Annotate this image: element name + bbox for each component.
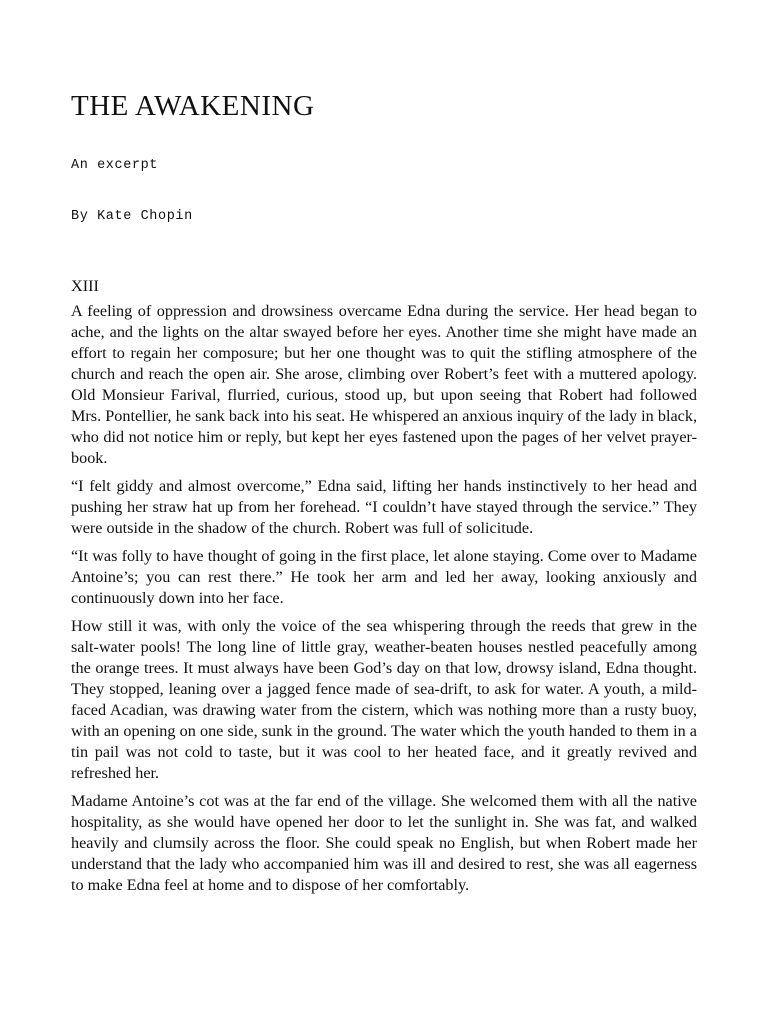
paragraph: Madame Antoine’s cot was at the far end of the village. She welcomed them with all the native hospitality, as she would have opened her door to let the sunlight in. She was fat, and walked heavily and clumsily across the floor. She could speak no English, but when Robert made her understand that the lady who accompanied him was ill and desired to rest, she was all eagerness to make Edna feel at home and to dispose of her comfortably. <box>71 792 697 894</box>
document-subtitle: An excerpt <box>71 158 159 173</box>
chapter-body <box>71 276 697 903</box>
chapter-heading: XIII <box>71 277 99 295</box>
paragraph: “It was folly to have thought of going in the first place, let alone staying. Come over to Madame Antoine’s; you can rest there.” He took her arm and led her away, looking anxiously and continuously down into her face. <box>71 547 697 607</box>
paragraph: A feeling of oppression and drowsiness overcame Edna during the service. Her head began to ache, and the lights on the altar swayed before her eyes. Another time she might have made an effort to regain her composure; but her one thought was to quit the stifling atmosphere of the church and reach the open air. She arose, climbing over Robert’s feet with a muttered apology. Old Monsieur Farival, flurried, curious, stood up, but upon seeing that Robert had followed Mrs. Pontellier, he sank back into his seat. He whispered an anxious inquiry of the lady in black, who did not notice him or reply, but kept her eyes fastened upon the pages of her velvet prayer-book. <box>71 302 697 467</box>
paragraph: “I felt giddy and almost overcome,” Edna said, lifting her hands instinctively to her head and pushing her straw hat up from her forehead. “I couldn’t have stayed through the service.” They were outside in the shadow of the church. Robert was full of solicitude. <box>71 477 697 537</box>
document-title: THE AWAKENING <box>71 90 315 122</box>
paragraph: How still it was, with only the voice of the sea whispering through the reeds that grew in the salt-water pools! The long line of little gray, weather-beaten houses nestled peacefully among the orange trees. It must always have been God’s day on that low, drowsy island, Edna thought. They stopped, leaning over a jagged fence made of sea-drift, to ask for water. A youth, a mild-faced Acadian, was drawing water from the cistern, which was nothing more than a rusty buoy, with an opening on one side, sunk in the ground. The water which the youth handed to them in a tin pail was not cold to taste, but it was cool to her heated face, and it greatly revived and refreshed her. <box>71 617 697 782</box>
document-author: By Kate Chopin <box>71 209 193 224</box>
